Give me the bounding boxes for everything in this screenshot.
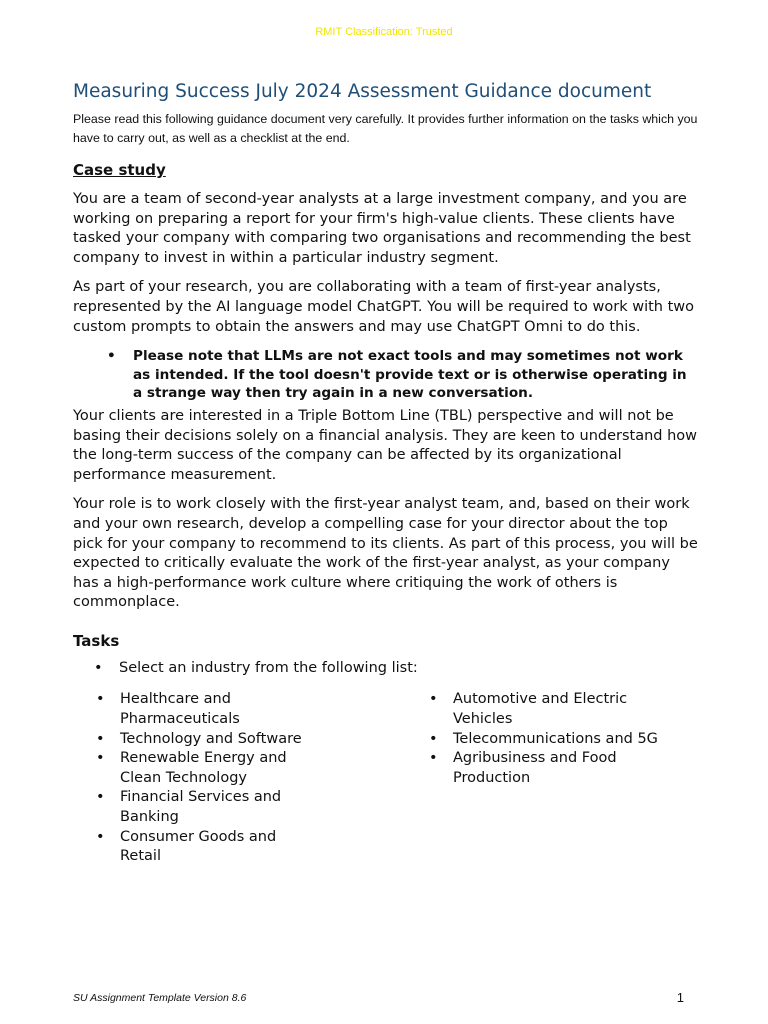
intro-paragraph: Please read this following guidance document very carefully. It provides further information on the tasks which you have to carry out, as well as a checklist at the end.	[73, 112, 698, 145]
industry-column-right	[406, 690, 666, 866]
industry-item: • Consumer Goods and Retail	[73, 828, 310, 867]
industry-item: • Financial Services and Banking	[73, 788, 310, 827]
case-study-paragraph-2: As part of your research, you are collaborating with a team of first-year analysts, represented by the AI language model ChatGPT. You will be required to work with two custom prompts to obtain the answers and may use ChatGPT Omni to do this.	[73, 279, 695, 335]
industry-item: • Telecommunications and 5G	[406, 730, 663, 750]
page-number: 1	[676, 990, 684, 1005]
industry-item: • Agribusiness and Food Production	[406, 749, 663, 788]
task-list	[73, 659, 698, 679]
case-study-paragraph-3: Your clients are interested in a Triple Bottom Line (TBL) perspective and will not be basing their decisions solely on a financial analysis. They are keen to understand how the long-term success of the company can be affected by its organizational performance measurement.	[73, 407, 698, 483]
document-title: Measuring Success July 2024 Assessment Guidance document	[73, 81, 652, 102]
note-list	[73, 347, 698, 403]
industry-item: • Healthcare and Pharmaceuticals	[73, 690, 310, 729]
llm-note: • Please note that LLMs are not exact tools and may sometimes not work as intended. If the tool doesn't provide text or is otherwise operating in a strange way then try again in a new conversation.	[133, 347, 698, 403]
industry-column-left	[73, 690, 383, 866]
case-study-paragraph-1: You are a team of second-year analysts at a large investment company, and you are working on preparing a report for your firm's high-value clients. These clients have tasked your company with comparing two organisations and recommending the best company to invest in within a particular industry segment.	[73, 191, 691, 266]
industry-item: • Renewable Energy and Clean Technology	[73, 749, 310, 788]
classification-label: RMIT Classification: Trusted	[315, 26, 453, 38]
task-item-text: Select an industry from the following list:	[119, 659, 418, 676]
template-version: SU Assignment Template Version 8.6	[73, 992, 247, 1004]
document-body	[73, 80, 698, 867]
industry-item: • Automotive and Electric Vehicles	[406, 690, 663, 729]
industry-item: • Technology and Software	[73, 730, 310, 750]
case-study-heading: Case study	[73, 161, 166, 179]
tasks-heading: Tasks	[73, 631, 120, 650]
task-item	[119, 659, 698, 679]
case-study-paragraph-4: Your role is to work closely with the first-year analyst team, and, based on their work and your own research, develop a compelling case for your director about the top pick for your company to recommend to its clients. As part of this process, you will be expected to critically evaluate the work of the first-year analyst, as your company has a high-performance work culture where critiquing the work of others is commonplace.	[73, 496, 698, 611]
industry-list	[73, 690, 698, 866]
